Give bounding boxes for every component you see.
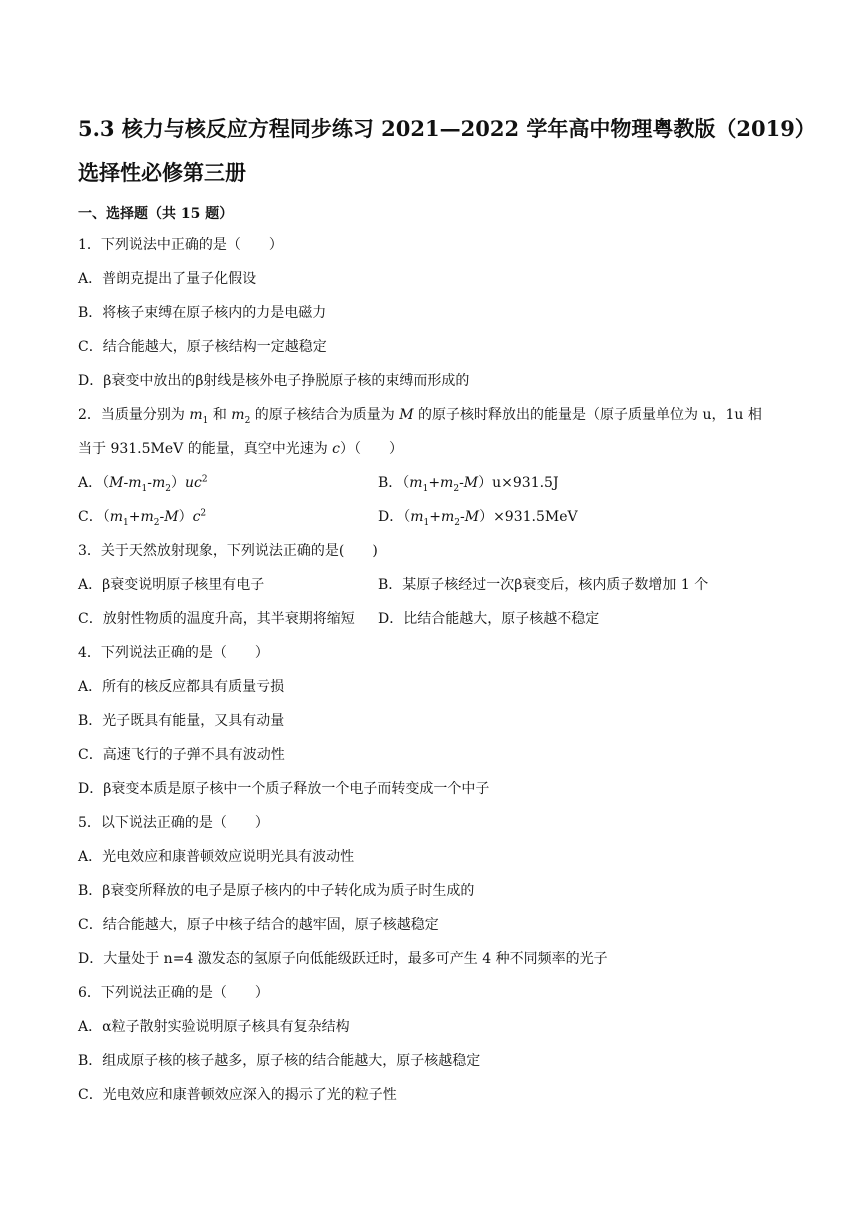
doc-title-line1: 5.3 核力与核反应方程同步练习 2021—2022 学年高中物理粤教版（2019）: [78, 116, 816, 141]
question-3-option-b: B．某原子核经过一次β衰变后，核内质子数增加 1 个: [378, 577, 709, 593]
question-5-option-c: C．结合能越大，原子中核子结合的越牢固，原子核越稳定: [78, 917, 439, 933]
question-3-option-a: A．β衰变说明原子核里有电子: [78, 577, 265, 593]
question-3-stem: 3．关于天然放射现象，下列说法正确的是( ): [78, 543, 378, 559]
question-5-option-d: D．大量处于 n=4 激发态的氢原子向低能级跃迁时，最多可产生 4 种不同频率的光子: [78, 951, 608, 967]
section-heading: 一、选择题（共 15 题）: [78, 206, 234, 222]
question-1-stem: 1．下列说法中正确的是（ ）: [78, 237, 283, 253]
question-4-option-d: D．β衰变本质是原子核中一个质子释放一个电子而转变成一个中子: [78, 781, 490, 797]
q2-stem-line2-text: 当于 931.5MeV 的能量，真空中光速为 c）（ ）: [78, 441, 404, 457]
doc-title-line2: 选择性必修第三册: [78, 160, 246, 185]
question-2-option-d: D．$(m_1+m_2-M)\times 931.5MeV$: [378, 509, 578, 528]
question-4-option-c: C．高速飞行的子弹不具有波动性: [78, 747, 285, 763]
question-6-stem: 6．下列说法正确的是（ ）: [78, 985, 269, 1001]
question-6-option-a: A．α粒子散射实验说明原子核具有复杂结构: [78, 1019, 350, 1035]
question-5-stem: 5．以下说法正确的是（ ）: [78, 815, 269, 831]
question-4-option-b: B．光子既具有能量，又具有动量: [78, 713, 285, 729]
question-3-option-c: C．放射性物质的温度升高，其半衰期将缩短: [78, 611, 355, 627]
question-6-option-c: C．光电效应和康普顿效应深入的揭示了光的粒子性: [78, 1087, 397, 1103]
question-1-option-b: B．将核子束缚在原子核内的力是电磁力: [78, 305, 327, 321]
question-2-option-a: A．$(M-m_1-m_2)uc^2$: [78, 474, 208, 494]
question-4-stem: 4．下列说法正确的是（ ）: [78, 645, 269, 661]
question-1-option-c: C．结合能越大，原子核结构一定越稳定: [78, 339, 327, 355]
question-2-stem-line2: [78, 439, 403, 459]
question-2-option-b: B．$(m_1+m_2-M)u\times 931.5J$: [378, 475, 559, 494]
question-4-option-a: A．所有的核反应都具有质量亏损: [78, 679, 285, 695]
question-2-option-c: C．$(m_1+m_2-M)c^2$: [78, 508, 207, 528]
question-2-stem-line1: [78, 405, 762, 425]
question-6-option-b: B．组成原子核的核子越多，原子核的结合能越大，原子核越稳定: [78, 1053, 481, 1069]
question-5-option-a: A．光电效应和康普顿效应说明光具有波动性: [78, 849, 355, 865]
question-5-option-b: B．β衰变所释放的电子是原子核内的中子转化成为质子时生成的: [78, 883, 475, 899]
question-1-option-a: A．普朗克提出了量子化假设: [78, 271, 257, 287]
q2-stem-line1-text: 2．当质量分别为 $m_1$ 和 $m_2$ 的原子核结合为质量为 M 的原子核时释放出的能量是（原子质量单位为 u，1u 相: [78, 407, 762, 426]
question-3-option-d: D．比结合能越大，原子核越不稳定: [378, 611, 600, 627]
question-1-option-d: D．β衰变中放出的β射线是核外电子挣脱原子核的束缚而形成的: [78, 373, 470, 389]
